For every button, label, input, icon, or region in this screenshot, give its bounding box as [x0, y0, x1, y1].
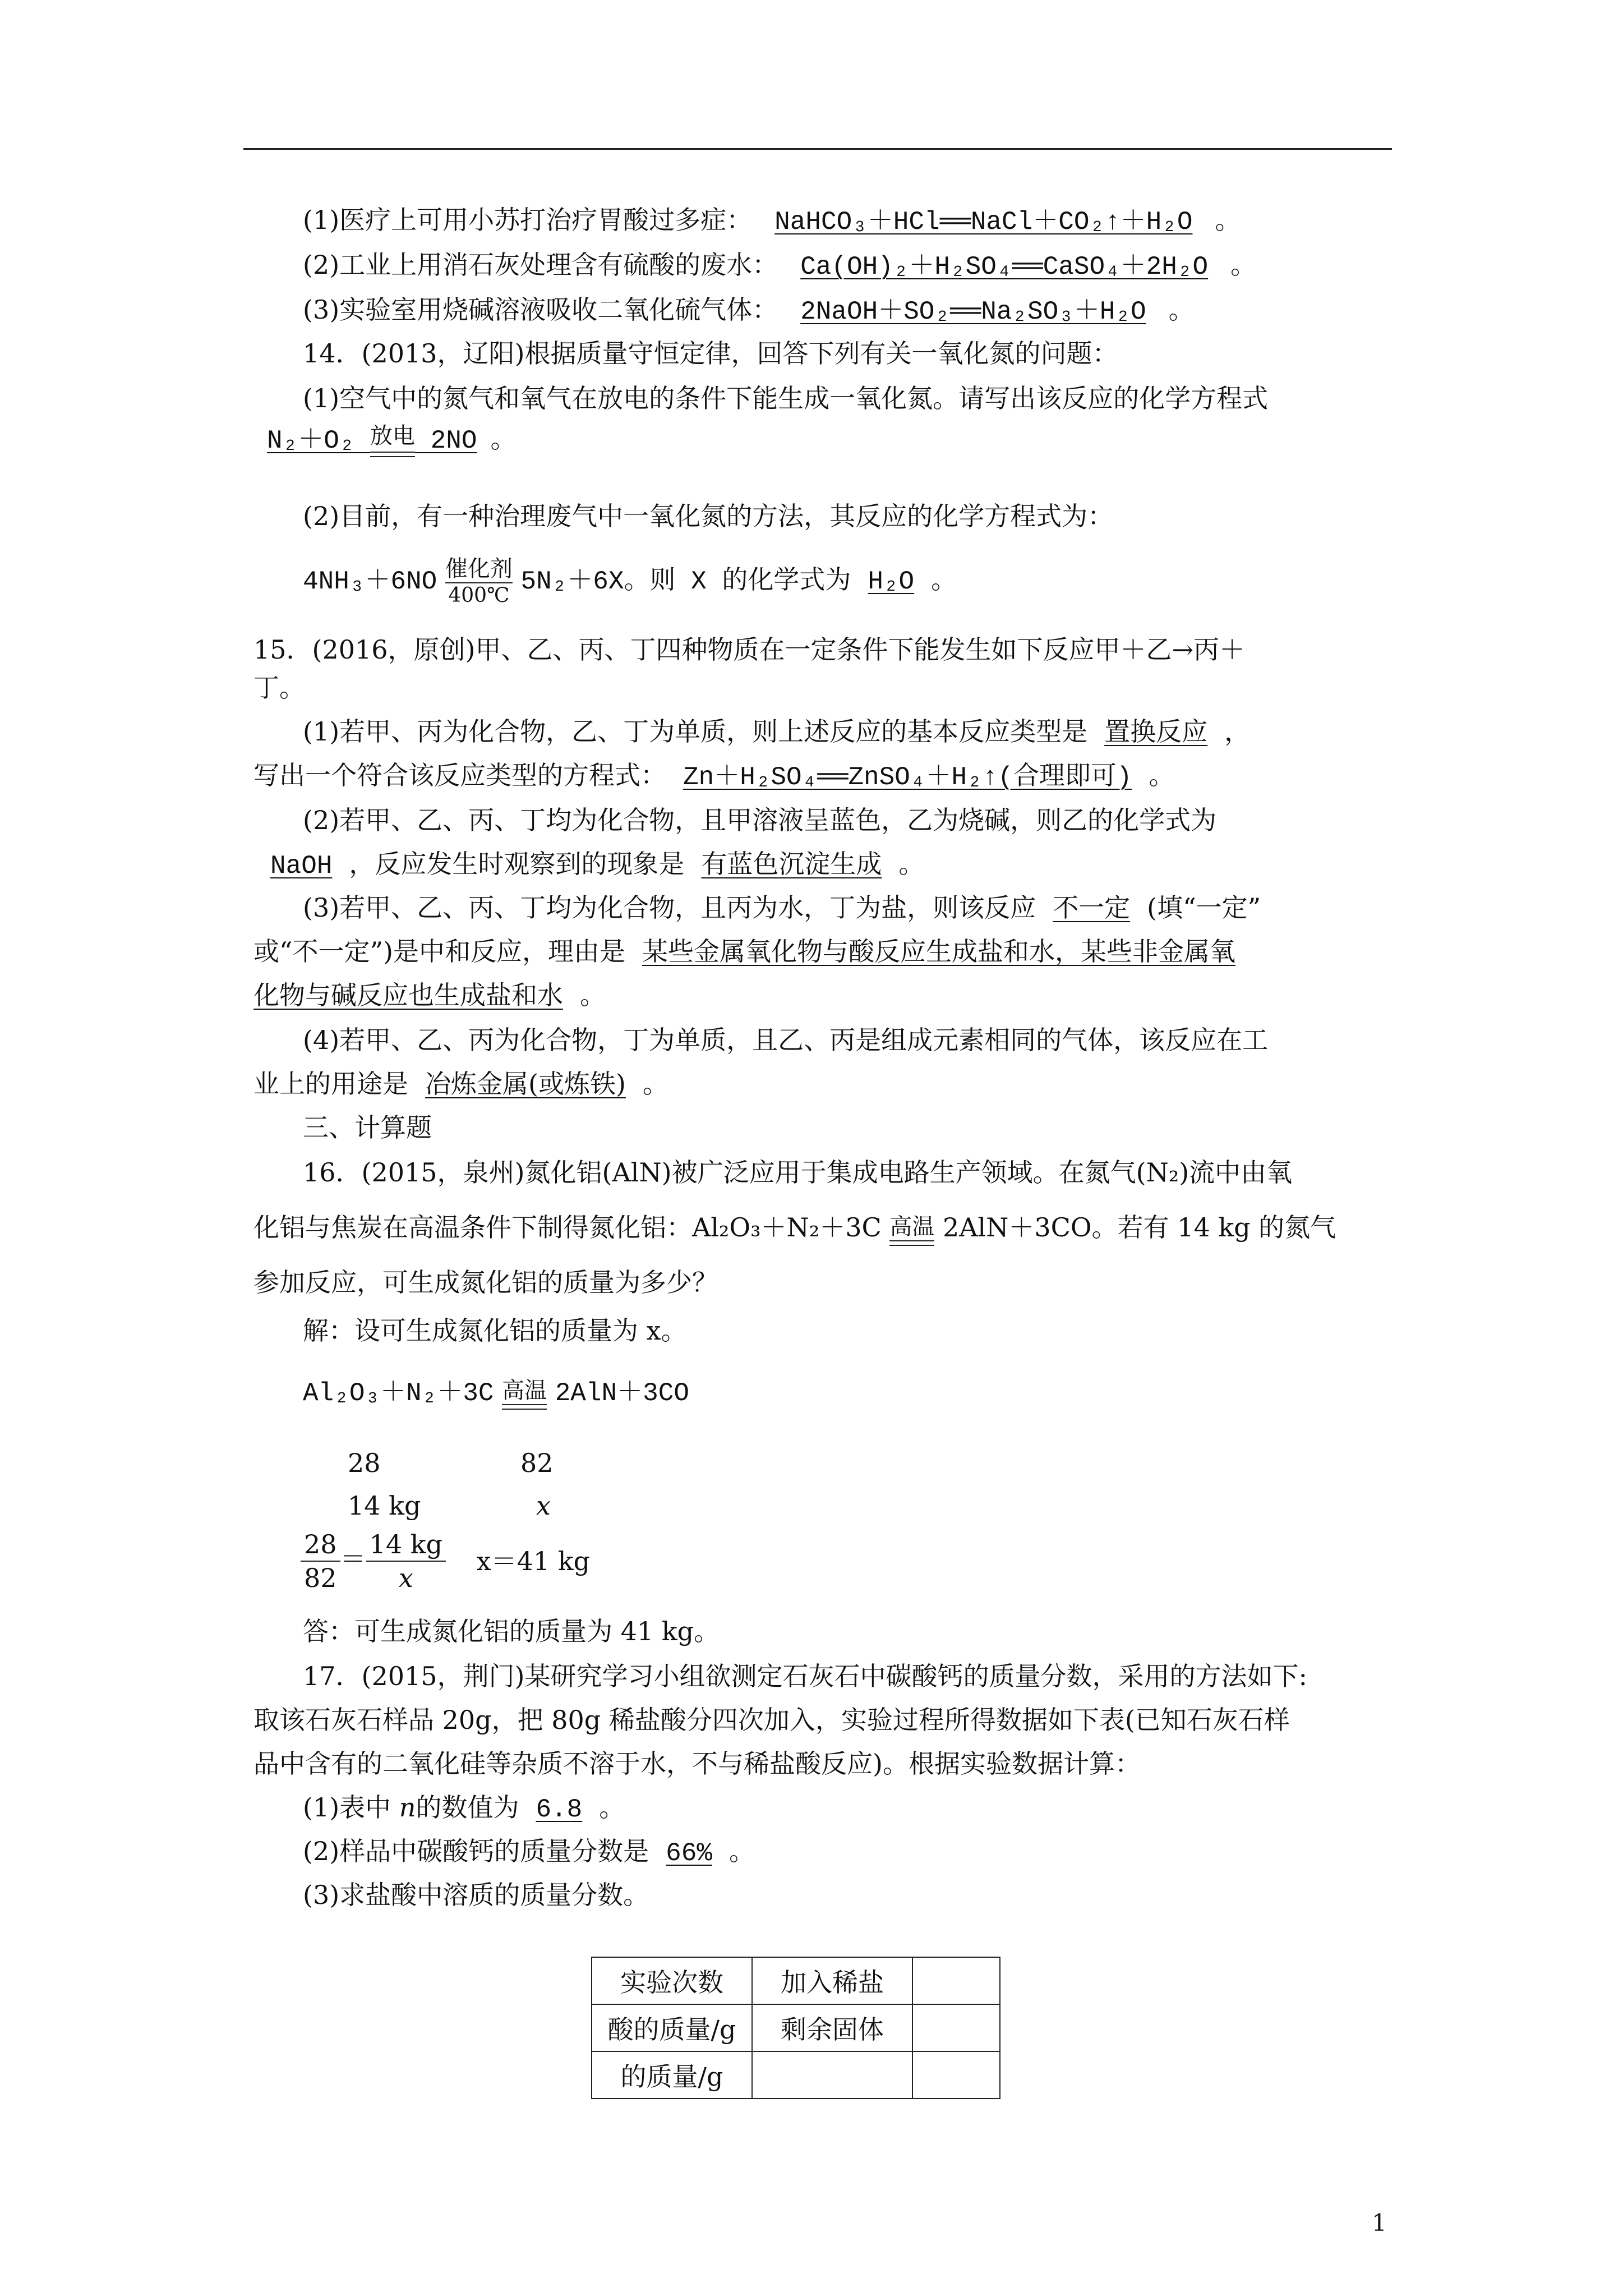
q16-solution-intro: 解：设可生成氮化铝的质量为 x。: [303, 1315, 687, 1346]
q17-line3: 品中含有的二氧化硅等杂质不溶于水，不与稀盐酸反应)。根据实验数据计算：: [253, 1749, 1141, 1779]
q15-stem-line1: 15．(2016，原创)甲、乙、丙、丁四种物质在一定条件下能发生如下反应甲＋乙→丙＋: [253, 634, 1246, 665]
table-row: [592, 1957, 1000, 2004]
q15-stem-line2: 丁。: [253, 673, 305, 703]
q17-part2: (2)样品中碳酸钙的质量分数是 66% 。: [303, 1836, 755, 1868]
q16-proportion: $\frac{28}{82}$ ＝ $\frac{14 kg}{x}$ x＝41 kg: [301, 1528, 590, 1594]
table-cell: [752, 2051, 912, 2099]
table-cell: 剩余固体: [752, 2004, 912, 2051]
q17-answer2: 66%: [666, 1839, 712, 1868]
q13-answer3: 2NaOH＋SO₂══Na₂SO₃＋H₂O: [800, 297, 1146, 326]
q14-stem: 14．(2013，辽阳)根据质量守恒定律，回答下列有关一氧化氮的问题：: [303, 338, 1118, 369]
table-row: [592, 2051, 1000, 2099]
table-cell: 实验次数: [592, 1957, 752, 2004]
header-rule: [243, 148, 1392, 150]
q13-answer1: NaHCO₃＋HCl══NaCl＋CO₂↑＋H₂O: [774, 208, 1193, 237]
q17-answer1: 6.8: [536, 1795, 583, 1824]
table-cell: [912, 1957, 1000, 2004]
table-cell: 的质量/g: [592, 2051, 752, 2099]
q15-part3-c: 化物与碱反应也生成盐和水 。: [253, 980, 606, 1010]
q13-part3: (3)实验室用烧碱溶液吸收二氧化硫气体： 2NaOH＋SO₂══Na₂SO₃＋H₂O 。: [303, 295, 1195, 326]
q16-solution-eq: Al₂O₃＋N₂＋3C 高温 2AlN＋3CO: [303, 1374, 689, 1410]
table-cell: 酸的质量/g: [592, 2004, 752, 2051]
experiment-table: [591, 1957, 1000, 2099]
q15-answer3c: 化物与碱反应也生成盐和水: [253, 980, 563, 1010]
q15-answer3a: 不一定: [1053, 892, 1131, 923]
q15-answer2a: NaOH: [270, 852, 333, 881]
q14-part1: (1)空气中的氮气和氧气在放电的条件下能生成一氧化氮。请写出该反应的化学方程式: [303, 383, 1269, 413]
reaction-condition: 高温: [502, 1377, 547, 1410]
q17-part1: (1)表中 n的数值为 6.8 。: [303, 1792, 625, 1824]
q16-mass1: 28: [348, 1448, 381, 1478]
q13-part2: (2)工业上用消石灰处理含有硫酸的废水： Ca(OH)₂＋H₂SO₄══CaSO₄＋2H₂O 。: [303, 250, 1257, 282]
q15-answer1: 置换反应: [1104, 716, 1208, 747]
page-number: 1: [1372, 2209, 1387, 2237]
q15-answer2b: 有蓝色沉淀生成: [701, 849, 882, 879]
q15-part3-a: (3)若甲、乙、丙、丁均为化合物，且丙为水，丁为盐，则该反应 不一定 (填“一定”: [303, 892, 1261, 923]
table-cell: [912, 2004, 1000, 2051]
q15-part3-b: 或“不一定”)是中和反应，理由是 某些金属氧化物与酸反应生成盐和水，某些非金属氧: [253, 936, 1235, 967]
section-heading: 三、计算题: [303, 1112, 432, 1143]
q17-line2: 取该石灰石样品 20g，把 80g 稀盐酸分四次加入，实验过程所得数据如下表(已知石灰石样: [253, 1705, 1290, 1735]
q14-answer2: H₂O: [868, 567, 915, 596]
q14-answer1: N₂＋O₂ 放电 2NO: [253, 426, 490, 455]
q17-part3: (3)求盐酸中溶质的质量分数。: [303, 1880, 649, 1910]
q15-part4-a: (4)若甲、乙、丙为化合物，丁为单质，且乙、丙是组成元素相同的气体，该反应在工: [303, 1025, 1269, 1055]
q13-answer2: Ca(OH)₂＋H₂SO₄══CaSO₄＋2H₂O: [800, 252, 1209, 282]
q16-value1: 14 kg: [348, 1490, 421, 1521]
reaction-condition: 催化剂 400℃: [445, 556, 513, 607]
q16-line3: 参加反应，可生成氮化铝的质量为多少？: [253, 1267, 718, 1297]
q16-line2: 化铝与焦炭在高温条件下制得氮化铝：Al₂O₃＋N₂＋3C 高温 2AlN＋3CO。若有 14 kg 的氮气: [253, 1211, 1336, 1246]
q14-answer1-line: N₂＋O₂ 放电 2NO 。: [253, 422, 516, 458]
reaction-condition: 放电: [370, 425, 415, 457]
q16-line1: 16．(2015，泉州)氮化铝(AlN)被广泛应用于集成电路生产领域。在氮气(N₂)流中由氧: [303, 1157, 1293, 1188]
table-cell: [912, 2051, 1000, 2099]
table-cell: 加入稀盐: [752, 1957, 912, 2004]
q13-part1: (1)医疗上可用小苏打治疗胃酸过多症： NaHCO₃＋HCl══NaCl＋CO₂↑＋H₂O 。: [303, 205, 1241, 237]
table-row: [592, 2004, 1000, 2051]
q15-answer4: 冶炼金属(或炼铁): [425, 1069, 626, 1099]
q16-value2: x: [536, 1490, 551, 1521]
q15-part1-a: (1)若甲、丙为化合物，乙、丁为单质，则上述反应的基本反应类型是 置换反应 ，: [303, 716, 1251, 747]
reaction-condition: 高温: [889, 1213, 934, 1246]
q15-part2-a: (2)若甲、乙、丙、丁均为化合物，且甲溶液呈蓝色，乙为烧碱，则乙的化学式为: [303, 805, 1217, 835]
q17-line1: 17．(2015，荆门)某研究学习小组欲测定石灰石中碳酸钙的质量分数，采用的方法如下:: [303, 1661, 1307, 1691]
q15-part4-b: 业上的用途是 冶炼金属(或炼铁) 。: [253, 1069, 668, 1099]
q16-answer: 答：可生成氮化铝的质量为 41 kg。: [303, 1616, 720, 1646]
q16-mass2: 82: [520, 1448, 554, 1478]
q15-answer3b: 某些金属氧化物与酸反应生成盐和水，某些非金属氧: [642, 936, 1235, 967]
q14-part2: (2)目前，有一种治理废气中一氧化氮的方法，其反应的化学方程式为：: [303, 501, 1114, 531]
q15-answer1b: Zn＋H₂SO₄══ZnSO₄＋H₂↑(合理即可): [683, 763, 1132, 792]
q15-part2-b: NaOH ，反应发生时观察到的现象是 有蓝色沉淀生成 。: [253, 847, 924, 883]
q14-part2-eq: 4NH₃＋6NO 催化剂 400℃ 5N₂＋6X。则 X 的化学式为 H₂O 。: [303, 556, 957, 607]
q15-part1-b: 写出一个符合该反应类型的方程式： Zn＋H₂SO₄══ZnSO₄＋H₂↑(合理即可) 。: [253, 760, 1175, 792]
